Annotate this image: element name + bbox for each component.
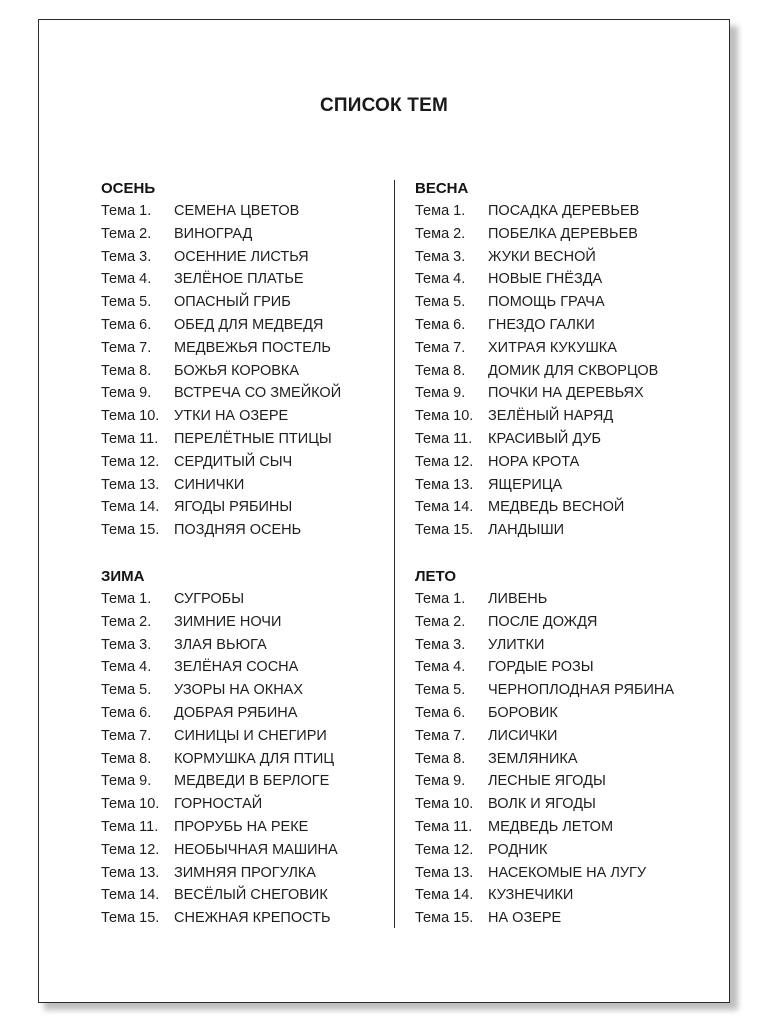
theme-row — [415, 382, 715, 405]
theme-title: БОЖЬЯ КОРОВКА — [174, 362, 300, 379]
theme-number: Тема 13. — [415, 864, 474, 881]
theme-number: Тема 15. — [101, 522, 160, 539]
theme-number: Тема 14. — [101, 887, 160, 904]
theme-row — [415, 474, 715, 497]
theme-title: КУЗНЕЧИКИ — [488, 887, 574, 904]
theme-title: ПОСАДКА ДЕРЕВЬЕВ — [488, 203, 640, 219]
theme-number: Тема 15. — [415, 522, 474, 539]
theme-title: НАСЕКОМЫЕ НА ЛУГУ — [488, 864, 647, 881]
theme-title: УЛИТКИ — [488, 636, 545, 653]
theme-number: Тема 4. — [415, 659, 466, 676]
theme-number: Тема 4. — [101, 271, 152, 288]
theme-title: СЕРДИТЫЙ СЫЧ — [174, 453, 293, 470]
theme-row — [101, 246, 391, 269]
season-section — [415, 177, 715, 539]
theme-number: Тема 7. — [415, 339, 466, 356]
theme-row — [101, 200, 391, 223]
theme-number: Тема 6. — [101, 704, 152, 721]
theme-number: Тема 12. — [101, 841, 160, 858]
theme-title: СЕМЕНА ЦВЕТОВ — [174, 203, 300, 219]
theme-row — [101, 496, 391, 519]
theme-title: УЗОРЫ НА ОКНАХ — [174, 682, 304, 699]
theme-number: Тема 12. — [415, 453, 474, 470]
theme-number: Тема 8. — [101, 362, 152, 379]
theme-title: ВСТРЕЧА СО ЗМЕЙКОЙ — [174, 385, 342, 402]
theme-number: Тема 11. — [415, 818, 473, 835]
theme-row — [101, 474, 391, 497]
theme-row — [415, 428, 715, 451]
right-column — [415, 177, 715, 927]
theme-row — [415, 907, 715, 930]
theme-title: ДОБРАЯ РЯБИНА — [174, 704, 298, 721]
theme-number: Тема 8. — [415, 750, 466, 767]
theme-number: Тема 15. — [415, 910, 474, 927]
theme-title: СНЕЖНАЯ КРЕПОСТЬ — [174, 910, 331, 927]
theme-row — [415, 816, 715, 839]
season-title: ЛЕТО — [415, 568, 456, 585]
theme-title: ПОЧКИ НА ДЕРЕВЬЯХ — [488, 385, 644, 402]
theme-title: ОСЕННИЕ ЛИСТЬЯ — [174, 248, 309, 265]
theme-title: ОПАСНЫЙ ГРИБ — [174, 294, 291, 311]
theme-row — [415, 679, 715, 702]
theme-row — [415, 839, 715, 862]
theme-row — [415, 611, 715, 634]
theme-number: Тема 1. — [415, 591, 466, 607]
theme-number: Тема 9. — [101, 385, 152, 402]
season-title: ОСЕНЬ — [101, 180, 156, 197]
theme-number: Тема 9. — [101, 773, 152, 790]
theme-number: Тема 8. — [101, 750, 152, 767]
theme-title: ЛАНДЫШИ — [488, 522, 565, 539]
theme-number: Тема 3. — [415, 248, 466, 265]
theme-title: ГНЕЗДО ГАЛКИ — [488, 316, 595, 333]
theme-title: СУГРОБЫ — [174, 591, 245, 607]
theme-number: Тема 13. — [101, 476, 160, 493]
theme-number: Тема 3. — [415, 636, 466, 653]
theme-row — [101, 770, 391, 793]
theme-title: ПОЗДНЯЯ ОСЕНЬ — [174, 522, 302, 539]
theme-row — [415, 588, 715, 611]
column-divider — [394, 180, 395, 928]
theme-number: Тема 13. — [415, 476, 474, 493]
theme-row — [415, 291, 715, 314]
theme-row — [101, 291, 391, 314]
theme-title: ЛИСИЧКИ — [488, 727, 558, 744]
theme-row — [415, 451, 715, 474]
theme-row — [101, 702, 391, 725]
season-section — [415, 565, 715, 927]
theme-title: ДОМИК ДЛЯ СКВОРЦОВ — [488, 362, 659, 379]
theme-title: ЗЕЛЁНОЕ ПЛАТЬЕ — [174, 271, 304, 288]
theme-number: Тема 12. — [415, 841, 474, 858]
theme-number: Тема 1. — [415, 203, 466, 219]
theme-title: МЕДВЕДИ В БЕРЛОГЕ — [174, 773, 330, 790]
theme-row — [101, 268, 391, 291]
theme-row — [415, 246, 715, 269]
theme-title: НА ОЗЕРЕ — [488, 910, 562, 927]
theme-title: МЕДВЕДЬ ЛЕТОМ — [488, 818, 614, 835]
theme-title: ЗЛАЯ ВЬЮГА — [174, 636, 267, 653]
theme-row — [415, 862, 715, 885]
theme-title: ВИНОГРАД — [174, 225, 253, 242]
document-page — [38, 19, 730, 1003]
theme-number: Тема 3. — [101, 636, 152, 653]
theme-number: Тема 1. — [101, 591, 152, 607]
theme-row — [415, 656, 715, 679]
theme-number: Тема 11. — [415, 430, 473, 447]
theme-title: ХИТРАЯ КУКУШКА — [488, 339, 617, 356]
theme-row — [101, 223, 391, 246]
theme-number: Тема 14. — [415, 499, 474, 516]
theme-row — [415, 793, 715, 816]
theme-title: СИНИЦЫ И СНЕГИРИ — [174, 727, 327, 744]
theme-row — [101, 451, 391, 474]
theme-row — [415, 223, 715, 246]
theme-title: ЖУКИ ВЕСНОЙ — [488, 248, 596, 265]
theme-row — [101, 611, 391, 634]
theme-number: Тема 6. — [101, 316, 152, 333]
theme-row — [101, 314, 391, 337]
theme-number: Тема 7. — [415, 727, 466, 744]
theme-row — [101, 428, 391, 451]
theme-title: НОРА КРОТА — [488, 453, 580, 470]
theme-row — [101, 360, 391, 383]
theme-row — [415, 770, 715, 793]
theme-title: ПОСЛЕ ДОЖДЯ — [488, 613, 598, 630]
theme-number: Тема 7. — [101, 727, 152, 744]
theme-number: Тема 3. — [101, 248, 152, 265]
page-title: СПИСОК ТЕМ — [319, 95, 449, 116]
theme-number: Тема 2. — [415, 225, 466, 242]
theme-title: ЗИМНИЕ НОЧИ — [174, 613, 282, 630]
theme-number: Тема 10. — [415, 796, 474, 813]
season-title: ЗИМА — [101, 568, 145, 585]
theme-number: Тема 12. — [101, 453, 160, 470]
theme-title: ВОЛК И ЯГОДЫ — [488, 796, 596, 813]
theme-row — [101, 725, 391, 748]
theme-row — [415, 519, 715, 542]
theme-row — [415, 337, 715, 360]
theme-row — [101, 816, 391, 839]
theme-title: СИНИЧКИ — [174, 476, 245, 493]
theme-number: Тема 5. — [101, 294, 152, 311]
theme-title: ЛЕСНЫЕ ЯГОДЫ — [488, 773, 606, 790]
theme-title: ПОБЕЛКА ДЕРЕВЬЕВ — [488, 225, 638, 242]
theme-row — [415, 314, 715, 337]
theme-number: Тема 5. — [415, 682, 466, 699]
theme-title: РОДНИК — [488, 841, 548, 858]
theme-title: ВЕСЁЛЫЙ СНЕГОВИК — [174, 887, 328, 904]
theme-number: Тема 4. — [101, 659, 152, 676]
theme-title: БОРОВИК — [488, 704, 558, 721]
season-title: ВЕСНА — [415, 180, 469, 197]
theme-row — [101, 793, 391, 816]
theme-number: Тема 11. — [101, 818, 159, 835]
theme-number: Тема 5. — [101, 682, 152, 699]
theme-number: Тема 5. — [415, 294, 466, 311]
theme-row — [101, 588, 391, 611]
theme-number: Тема 15. — [101, 910, 160, 927]
theme-number: Тема 2. — [101, 613, 152, 630]
theme-title: ПОМОЩЬ ГРАЧА — [488, 294, 605, 311]
theme-number: Тема 6. — [415, 316, 466, 333]
theme-title: ПЕРЕЛЁТНЫЕ ПТИЦЫ — [174, 430, 332, 447]
theme-row — [415, 405, 715, 428]
theme-row — [101, 884, 391, 907]
theme-row — [415, 496, 715, 519]
theme-number: Тема 10. — [101, 408, 160, 425]
theme-row — [101, 839, 391, 862]
theme-title: ЗЕМЛЯНИКА — [488, 750, 578, 767]
theme-title: ЛИВЕНЬ — [488, 591, 548, 607]
theme-title: ОБЕД ДЛЯ МЕДВЕДЯ — [174, 316, 324, 333]
theme-row — [101, 405, 391, 428]
theme-row — [101, 519, 391, 542]
theme-title: КОРМУШКА ДЛЯ ПТИЦ — [174, 750, 335, 767]
season-section — [101, 565, 391, 927]
theme-row — [101, 382, 391, 405]
theme-row — [415, 725, 715, 748]
theme-title: МЕДВЕДЬ ВЕСНОЙ — [488, 499, 625, 516]
theme-number: Тема 1. — [101, 203, 152, 219]
theme-title: УТКИ НА ОЗЕРЕ — [174, 408, 289, 425]
theme-row — [101, 656, 391, 679]
theme-row — [415, 200, 715, 223]
theme-row — [101, 634, 391, 657]
theme-title: ЗИМНЯЯ ПРОГУЛКА — [174, 864, 316, 881]
theme-title: ПРОРУБЬ НА РЕКЕ — [174, 818, 309, 835]
theme-number: Тема 9. — [415, 773, 466, 790]
theme-title: ЗЕЛЁНЫЙ НАРЯД — [488, 408, 614, 425]
theme-row — [415, 268, 715, 291]
theme-number: Тема 4. — [415, 271, 466, 288]
theme-row — [101, 679, 391, 702]
left-column — [101, 177, 391, 927]
theme-title: ЧЕРНОПЛОДНАЯ РЯБИНА — [488, 682, 675, 699]
theme-title: ГОРДЫЕ РОЗЫ — [488, 659, 594, 676]
theme-row — [415, 884, 715, 907]
theme-title: НЕОБЫЧНАЯ МАШИНА — [174, 841, 338, 858]
theme-title: ЗЕЛЁНАЯ СОСНА — [174, 659, 299, 676]
theme-number: Тема 9. — [415, 385, 466, 402]
theme-number: Тема 8. — [415, 362, 466, 379]
theme-row — [415, 702, 715, 725]
theme-title: ЯЩЕРИЦА — [488, 476, 563, 493]
theme-number: Тема 14. — [415, 887, 474, 904]
theme-row — [101, 907, 391, 930]
theme-row — [415, 748, 715, 771]
theme-number: Тема 13. — [101, 864, 160, 881]
theme-number: Тема 2. — [101, 225, 152, 242]
theme-title: КРАСИВЫЙ ДУБ — [488, 430, 602, 447]
theme-row — [101, 862, 391, 885]
theme-row — [415, 360, 715, 383]
theme-number: Тема 14. — [101, 499, 160, 516]
theme-row — [101, 337, 391, 360]
theme-number: Тема 2. — [415, 613, 466, 630]
theme-number: Тема 6. — [415, 704, 466, 721]
theme-title: МЕДВЕЖЬЯ ПОСТЕЛЬ — [174, 339, 331, 356]
theme-number: Тема 7. — [101, 339, 152, 356]
theme-title: ЯГОДЫ РЯБИНЫ — [174, 499, 293, 516]
theme-row — [415, 634, 715, 657]
theme-number: Тема 10. — [101, 796, 160, 813]
theme-title: НОВЫЕ ГНЁЗДА — [488, 271, 603, 288]
theme-number: Тема 10. — [415, 408, 474, 425]
season-section — [101, 177, 391, 539]
theme-row — [101, 748, 391, 771]
theme-title: ГОРНОСТАЙ — [174, 796, 263, 813]
theme-number: Тема 11. — [101, 430, 159, 447]
